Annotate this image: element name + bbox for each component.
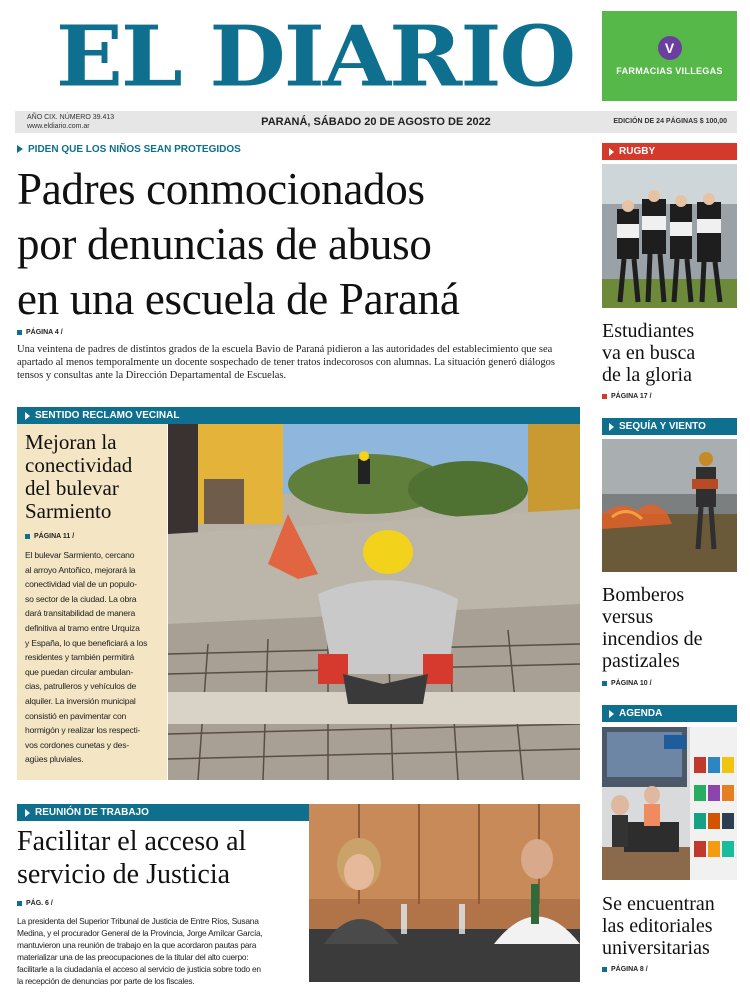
body-line: hormigón y realizar los respecti- bbox=[25, 725, 141, 736]
lead-headline-line: en una escuela de Paraná bbox=[17, 274, 460, 324]
book-fair-photo-image bbox=[602, 727, 737, 880]
square-icon bbox=[17, 330, 22, 335]
body-line: vos cordones cunetas y des- bbox=[25, 739, 129, 750]
square-icon bbox=[602, 681, 607, 686]
body-line: mantuvieron una reunión de trabajo en la que acordaron pautas para bbox=[17, 940, 257, 950]
section-label: SEQUÍA Y VIENTO bbox=[619, 421, 706, 432]
headline-line: universitarias bbox=[602, 937, 710, 959]
sidebar-agenda-page-ref[interactable] bbox=[602, 966, 648, 973]
story2-page-ref[interactable] bbox=[25, 533, 74, 540]
body-line: y España, lo que beneficiará a los bbox=[25, 637, 148, 648]
story2-headline-line: Mejoran la bbox=[25, 430, 117, 454]
page-text: PÁGINA 17 / bbox=[611, 393, 652, 400]
body-line: materializar una de las preocupaciones de la titular del alto cuerpo: bbox=[17, 952, 249, 962]
meeting-photo[interactable] bbox=[309, 804, 580, 982]
body-line: residentes y también permitirá bbox=[25, 652, 135, 663]
story3-headline-line: Facilitar el acceso al bbox=[17, 826, 247, 857]
sidebar-rugby-headline[interactable] bbox=[602, 320, 742, 386]
masthead-title: EL DIARIO bbox=[55, 6, 575, 106]
triangle-icon bbox=[609, 148, 614, 156]
section-bar-reunion bbox=[17, 804, 309, 821]
body-line: so sector de la ciudad. La obra bbox=[25, 593, 137, 604]
triangle-icon bbox=[25, 809, 30, 817]
page-text: PÁGINA 8 / bbox=[611, 966, 648, 973]
sidebar-rugby-page-ref[interactable] bbox=[602, 393, 652, 400]
headline-line: incendios de bbox=[602, 628, 703, 650]
sidebar-section-rugby bbox=[602, 143, 737, 160]
sponsor-ad[interactable] bbox=[602, 11, 737, 101]
story3-headline-line: servicio de Justicia bbox=[17, 859, 231, 890]
fire-photo-image bbox=[602, 439, 737, 572]
lead-headline[interactable] bbox=[17, 162, 597, 327]
construction-photo[interactable] bbox=[168, 424, 580, 780]
headline-line: Estudiantes bbox=[602, 320, 695, 342]
body-line: que puedan circular ambulan- bbox=[25, 666, 134, 677]
meeting-photo-image bbox=[309, 804, 580, 982]
body-line: al arroyo Antoñico, mejorará la bbox=[25, 564, 136, 575]
story2-body bbox=[25, 548, 167, 767]
story2-headline-line: Sarmiento bbox=[25, 499, 112, 523]
fire-photo[interactable] bbox=[602, 439, 737, 572]
body-line: cias, patrulleros y vehículos de bbox=[25, 681, 137, 692]
section-label: AGENDA bbox=[619, 708, 663, 719]
section-label: RUGBY bbox=[619, 146, 656, 157]
lead-page-ref[interactable] bbox=[17, 329, 63, 336]
story2-headline-line: conectividad bbox=[25, 453, 133, 477]
headline-line: va en busca bbox=[602, 342, 696, 364]
headline-line: pastizales bbox=[602, 650, 680, 672]
sponsor-name: FARMACIAS VILLEGAS bbox=[616, 66, 723, 76]
triangle-icon bbox=[609, 423, 614, 431]
section-bar-vecinal bbox=[17, 407, 580, 424]
body-line: conectividad vial de un populo- bbox=[25, 579, 137, 590]
dateline: PARANÁ, SÁBADO 20 DE AGOSTO DE 2022 bbox=[261, 116, 491, 128]
story2-headline-line: del bulevar bbox=[25, 476, 119, 500]
body-line: alquiler. La inversión municipal bbox=[25, 695, 136, 706]
square-icon bbox=[17, 901, 22, 906]
body-line: Medina, y el procurador General de la Provincia, Jorge Amílcar García, bbox=[17, 928, 263, 938]
rugby-photo[interactable] bbox=[602, 164, 737, 308]
body-line: El bulevar Sarmiento, cercano bbox=[25, 550, 135, 560]
headline-line: Se encuentran bbox=[602, 893, 715, 915]
lead-headline-line: Padres conmocionados bbox=[17, 164, 425, 214]
story3-page-text: PÁG. 6 / bbox=[26, 900, 53, 907]
construction-photo-image bbox=[168, 424, 580, 780]
body-line: agües pluviales. bbox=[25, 754, 84, 765]
body-line: dará transitabilidad de manera bbox=[25, 608, 136, 619]
edition-info: EDICIÓN DE 24 PÁGINAS $ 100,00 bbox=[613, 118, 727, 125]
headline-line: versus bbox=[602, 606, 654, 628]
triangle-icon bbox=[17, 145, 23, 153]
sidebar-sequia-headline[interactable] bbox=[602, 584, 742, 672]
rugby-photo-image bbox=[602, 164, 737, 308]
body-line: definitiva al tramo entre Urquiza bbox=[25, 622, 140, 633]
sidebar-sequia-page-ref[interactable] bbox=[602, 680, 652, 687]
sponsor-logo-icon: V bbox=[658, 36, 682, 60]
lead-kicker bbox=[17, 144, 241, 155]
story2-page-text: PÁGINA 11 / bbox=[34, 533, 75, 540]
story3-headline[interactable] bbox=[17, 825, 312, 891]
body-line: consistió en pavimentar con bbox=[25, 710, 127, 721]
issue-number: AÑO CIX. NÚMERO 39.413 bbox=[27, 114, 115, 121]
square-icon bbox=[602, 967, 607, 972]
lead-page-text: PÁGINA 4 / bbox=[26, 329, 63, 336]
lead-headline-line: por denuncias de abuso bbox=[17, 219, 432, 269]
book-fair-photo[interactable] bbox=[602, 727, 737, 880]
body-line: La presidenta del Superior Tribunal de Justicia de Entre Ríos, Susana bbox=[17, 916, 259, 926]
section-label: REUNIÓN DE TRABAJO bbox=[35, 807, 149, 818]
headline-line: las editoriales bbox=[602, 915, 713, 937]
sidebar-agenda-headline[interactable] bbox=[602, 893, 742, 959]
lead-body: Una veintena de padres de distintos grados de la escuela Bavio de Paraná pidieron a las autoridades del establecimiento que sea apartado al menos temporalmente un docente sospechado de tener tratos indecorosos con alumnas. La situación generó diálogos tensos y consultas ante la Dirección Departamental de Escuelas. bbox=[17, 344, 555, 381]
page-text: PÁGINA 10 / bbox=[611, 680, 652, 687]
square-icon bbox=[25, 534, 30, 539]
story3-body bbox=[17, 915, 312, 987]
story3-page-ref[interactable] bbox=[17, 900, 53, 907]
headline-line: Bomberos bbox=[602, 584, 685, 606]
triangle-icon bbox=[25, 412, 30, 420]
sidebar-section-agenda bbox=[602, 705, 737, 722]
lead-kicker-text: PIDEN QUE LOS NIÑOS SEAN PROTEGIDOS bbox=[28, 144, 241, 155]
section-label: SENTIDO RECLAMO VECINAL bbox=[35, 410, 180, 421]
triangle-icon bbox=[609, 710, 614, 718]
body-line: la recepción de denuncias por parte de los fiscales. bbox=[17, 976, 195, 986]
info-bar bbox=[15, 111, 737, 133]
website[interactable]: www.eldiario.com.ar bbox=[27, 123, 90, 130]
sidebar-section-sequia bbox=[602, 418, 737, 435]
square-icon bbox=[602, 394, 607, 399]
headline-line: de la gloria bbox=[602, 364, 692, 386]
body-line: facilitarle a la ciudadanía el acceso al servicio de justicia sobre todo en bbox=[17, 964, 261, 974]
story2-headline[interactable] bbox=[25, 431, 170, 523]
